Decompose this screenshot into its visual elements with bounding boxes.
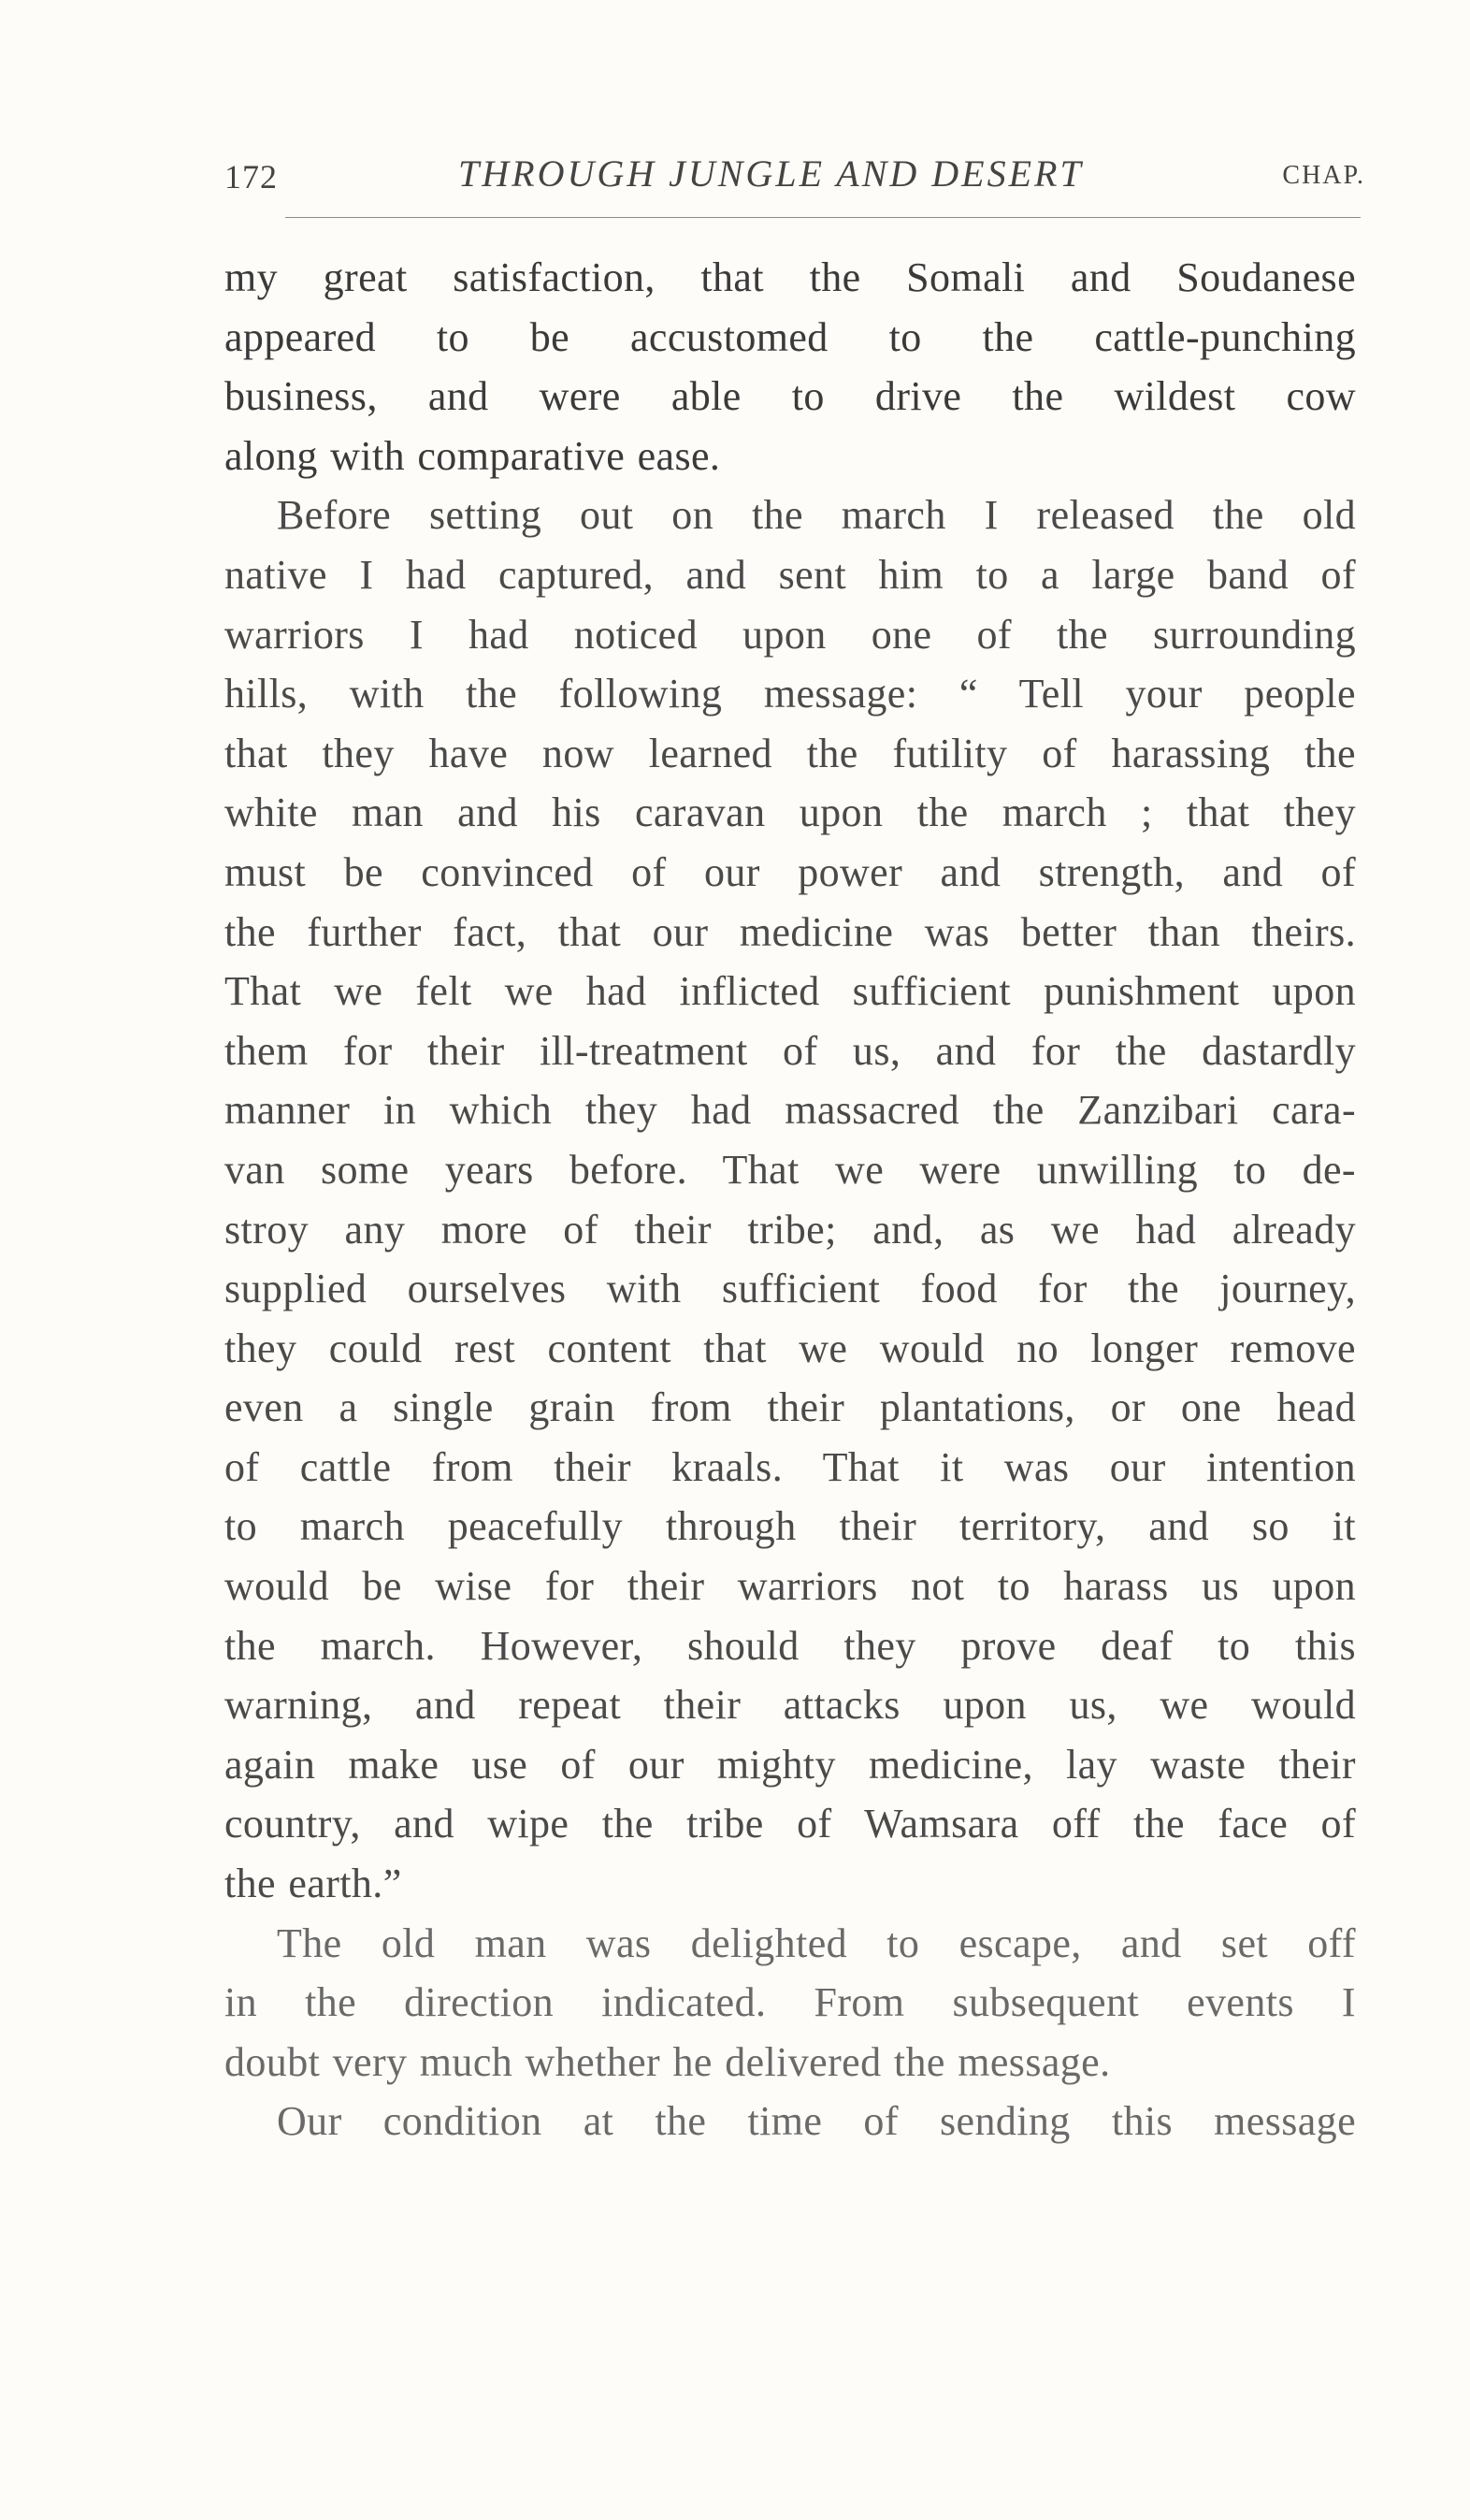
text-line: the earth.” <box>224 1861 402 1907</box>
text-line: native I had captured, and sent him to a large band of <box>224 551 1356 598</box>
text-line: again make use of our mighty medicine, lay waste their <box>224 1741 1356 1788</box>
text-line: would be wise for their warriors not to harass us upon <box>224 1563 1356 1610</box>
text-line: warriors I had noticed upon one of the surrounding <box>224 611 1356 658</box>
text-line: even a single grain from their plantations, or one head <box>224 1384 1356 1431</box>
paragraph-4 <box>224 2092 1356 2151</box>
text-line: of cattle from their kraals. That it was our intention <box>224 1443 1356 1490</box>
text-line: Before setting out on the march I released the old <box>277 492 1356 539</box>
text-line: along with comparative ease. <box>224 432 721 479</box>
text-line: That we felt we had inflicted sufficient punishment upon <box>224 968 1356 1015</box>
text-line: business, and were able to drive the wildest cow <box>224 373 1356 420</box>
running-title: THROUGH JUNGLE AND DESERT <box>458 152 1084 195</box>
text-line: warning, and repeat their attacks upon us, we would <box>224 1682 1356 1729</box>
paragraph-2 <box>224 485 1356 1913</box>
text-line: appeared to be accustomed to the cattle-punching <box>224 313 1356 360</box>
text-line: Our condition at the time of sending this message <box>277 2098 1356 2145</box>
text-line: the further fact, that our medicine was better than theirs. <box>224 908 1356 955</box>
running-head <box>224 152 1365 213</box>
text-line: must be convinced of our power and strength, and of <box>224 848 1356 895</box>
text-line: to march peacefully through their territory, and so it <box>224 1503 1356 1550</box>
text-line: stroy any more of their tribe; and, as we had already <box>224 1206 1356 1253</box>
text-line: that they have now learned the futility of harassing the <box>224 730 1356 776</box>
paragraph-1 <box>224 248 1356 485</box>
text-line: them for their ill-treatment of us, and for the dastardly <box>224 1027 1356 1074</box>
text-line: supplied ourselves with sufficient food for the journey, <box>224 1266 1356 1312</box>
chapter-label: CHAP. <box>1282 161 1365 190</box>
page-number: 172 <box>224 158 278 196</box>
text-line: in the direction indicated. From subsequent events I <box>224 1979 1356 2026</box>
text-line: van some years before. That we were unwilling to de- <box>224 1146 1356 1193</box>
text-line: white man and his caravan upon the march ; that they <box>224 789 1356 836</box>
header-rule <box>285 217 1361 218</box>
text-line: hills, with the following message: “ Tell your people <box>224 671 1356 717</box>
text-line: they could rest content that we would no longer remove <box>224 1325 1356 1371</box>
text-line: The old man was delighted to escape, and set off <box>277 1919 1356 1966</box>
text-line: the march. However, should they prove deaf to this <box>224 1622 1356 1669</box>
text-line: my great satisfaction, that the Somali and Soudanese <box>224 254 1356 300</box>
text-line: doubt very much whether he delivered the message. <box>224 2038 1111 2085</box>
paragraph-3 <box>224 1914 1356 2093</box>
body-text <box>224 248 1356 2151</box>
text-line: country, and wipe the tribe of Wamsara off the face of <box>224 1801 1356 1847</box>
text-line: manner in which they had massacred the Zanzibari cara- <box>224 1087 1356 1134</box>
